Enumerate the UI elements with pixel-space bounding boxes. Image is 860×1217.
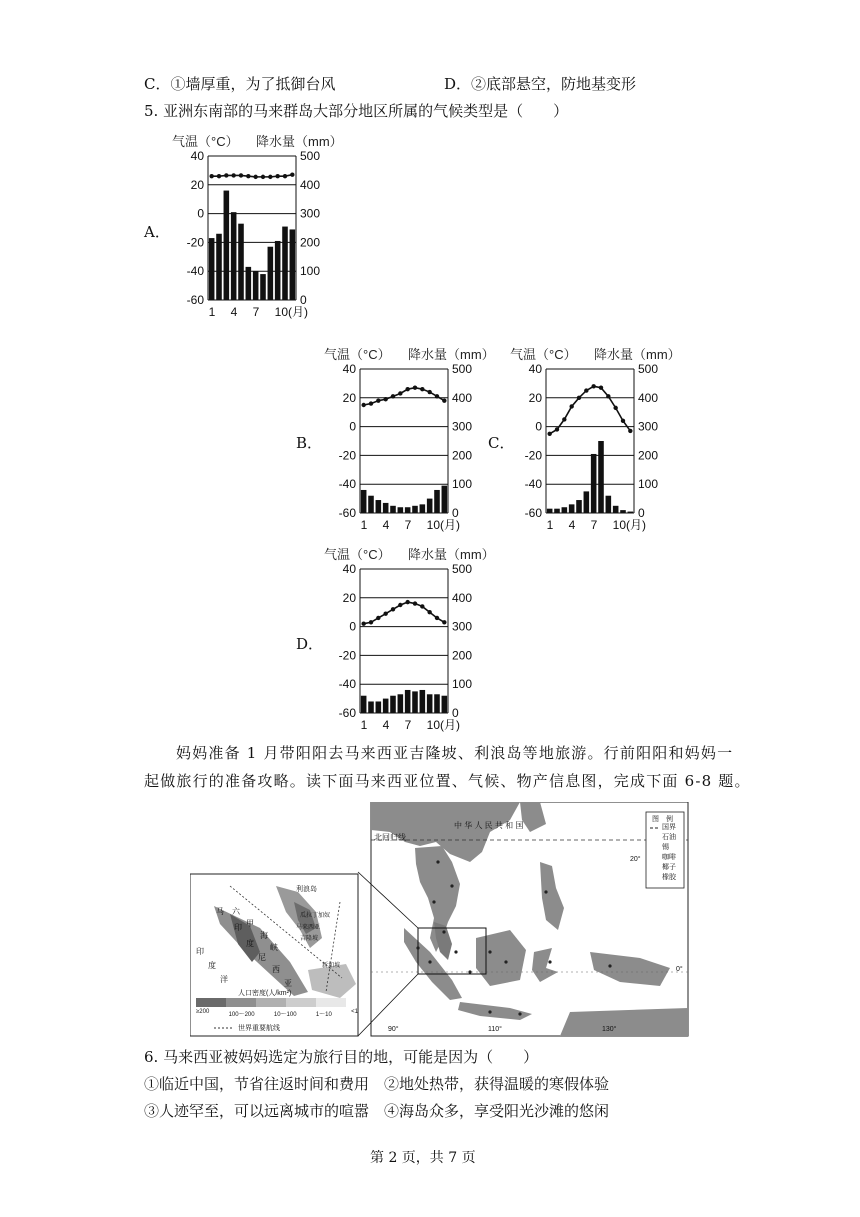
month-tick-label: 4 [568, 518, 576, 532]
precip-tick-label: 0 [638, 506, 645, 520]
precip-tick-label: 300 [638, 419, 659, 434]
lat-label-20: 20° [630, 856, 641, 863]
precip-bar [584, 491, 590, 513]
temperature-point [442, 398, 446, 402]
inset-label-xi: 西 [272, 965, 280, 974]
temp-tick-label: -20 [338, 648, 356, 663]
temperature-point [383, 611, 387, 615]
precip-bar [405, 507, 411, 513]
month-tick-label: 7 [404, 518, 412, 532]
precip-tick-label: 200 [452, 448, 473, 463]
precip-bar [412, 506, 418, 513]
inset-label-hai: 海 [260, 931, 268, 940]
temp-tick-label: -40 [186, 264, 204, 279]
climate-chart-svg [170, 132, 340, 324]
legend-title: 图 例 [652, 816, 673, 823]
temperature-point [628, 429, 632, 433]
temperature-point [391, 607, 395, 611]
precip-bar [390, 696, 396, 713]
legend-item-rubber: 橡胶 [662, 874, 676, 881]
question-6-line-2: ③人迹罕至，可以远离城市的喧嚣 ④海岛众多，享受阳光沙滩的悠闲 [144, 1102, 610, 1120]
precip-tick-label: 500 [452, 362, 473, 376]
temperature-point [599, 386, 603, 390]
month-tick-label: 1 [208, 305, 216, 319]
temp-tick-label: -60 [186, 293, 204, 307]
inset-label-ma: 马 [216, 907, 224, 916]
temperature-point [413, 601, 417, 605]
precip-bar [427, 499, 433, 513]
precip-bar [442, 486, 448, 513]
question-5-stem: 5. 亚洲东南部的马来群岛大部分地区所属的气候类型是（ ） [144, 102, 569, 120]
legend-item-tin: 锡 [662, 844, 669, 851]
precip-tick-label: 0 [300, 293, 307, 307]
option-d: D．②底部悬空，防地基变形 [444, 75, 637, 93]
precip-bar [383, 699, 389, 713]
option-label-c: C． [488, 434, 515, 452]
temperature-point [398, 391, 402, 395]
climate-chart-svg [322, 345, 492, 537]
temperature-point [427, 610, 431, 614]
temp-tick-label: 20 [528, 390, 542, 405]
option-label-b: B． [296, 434, 323, 452]
precip-bar [368, 701, 374, 713]
temperature-point [427, 390, 431, 394]
climate-chart-svg [508, 345, 678, 537]
temperature-point [621, 419, 625, 423]
density-title: 人口密度(人/km²) [238, 990, 292, 997]
precip-bar [591, 454, 597, 513]
precip-bar [246, 267, 252, 300]
temp-tick-label: 20 [190, 177, 204, 192]
passage-line-1: 妈妈准备 1 月带阳阳去马来西亚吉隆坡、利浪岛等地旅游。行前阳阳和妈妈一 [176, 744, 734, 762]
temperature-point [547, 432, 551, 436]
precip-tick-label: 100 [638, 477, 659, 492]
temperature-point [275, 174, 279, 178]
temperature-point [246, 174, 250, 178]
temperature-point [376, 616, 380, 620]
temperature-point [239, 173, 243, 177]
precip-bar [290, 229, 296, 300]
inset-label-kuala-lumpur: 吉隆坡 [300, 936, 319, 942]
precip-tick-label: 500 [300, 149, 321, 163]
precip-bar [620, 510, 626, 513]
precip-bar [420, 690, 426, 713]
precip-bar [253, 271, 259, 300]
precip-bar [282, 227, 288, 300]
temp-axis-label: 气温（°C） [324, 347, 391, 362]
month-tick-label: 1 [360, 518, 368, 532]
month-tick-label: 10(月) [426, 518, 461, 532]
density-classes: ≥200 100～200 10～100 1～10 <1 [196, 1009, 358, 1018]
temp-axis-label: 气温（°C） [510, 347, 577, 362]
temp-tick-label: -60 [338, 706, 356, 720]
climate-chart-svg [322, 545, 492, 737]
temp-tick-label: 40 [528, 362, 542, 376]
precip-bar [442, 696, 448, 713]
precip-bar [628, 512, 634, 513]
inset-label-ni: 尼 [258, 953, 266, 962]
temperature-point [442, 620, 446, 624]
temp-tick-label: -60 [524, 506, 542, 520]
temperature-line [364, 602, 445, 624]
temp-tick-label: 0 [349, 419, 356, 434]
temperature-point [376, 398, 380, 402]
temperature-point [405, 600, 409, 604]
month-tick-label: 4 [382, 718, 390, 732]
inset-label-ocean-yin: 印 [196, 947, 204, 956]
precip-bar [569, 504, 575, 513]
precip-bar [420, 504, 426, 513]
lon-label-110: 110° [488, 1026, 502, 1033]
precip-bar [376, 701, 382, 713]
temperature-point [420, 604, 424, 608]
temperature-point [562, 417, 566, 421]
temperature-point [224, 173, 228, 177]
temperature-point [209, 174, 213, 178]
climate-chart-d [322, 545, 492, 737]
temperature-point [231, 173, 235, 177]
precip-axis-label: 降水量（mm） [408, 347, 492, 362]
australia [560, 1008, 688, 1036]
precip-bar [412, 691, 418, 713]
temperature-point [577, 396, 581, 400]
temp-axis-label: 气温（°C） [172, 134, 239, 149]
precip-axis-label: 降水量（mm） [408, 547, 492, 562]
temperature-point [613, 406, 617, 410]
temperature-point [569, 404, 573, 408]
temp-tick-label: 20 [342, 390, 356, 405]
temperature-point [420, 387, 424, 391]
precip-tick-label: 200 [638, 448, 659, 463]
precip-bar [275, 241, 281, 300]
malaysia-map-figure [190, 802, 690, 1038]
inset-label-singapore: 新加坡 [322, 963, 341, 969]
map-tropic-label: 北回归线 [374, 833, 406, 842]
temperature-point [290, 173, 294, 177]
temp-tick-label: -40 [338, 477, 356, 492]
month-tick-label: 10(月) [274, 305, 309, 319]
month-tick-label: 7 [590, 518, 598, 532]
precip-axis-label: 降水量（mm） [594, 347, 678, 362]
precip-tick-label: 200 [300, 235, 321, 250]
temperature-point [369, 620, 373, 624]
legend-items [662, 823, 676, 883]
temperature-point [261, 175, 265, 179]
precip-bar [606, 496, 612, 513]
temp-tick-label: -20 [186, 235, 204, 250]
precip-tick-label: 400 [300, 177, 321, 192]
precip-bar [554, 509, 560, 513]
precip-bar [361, 696, 367, 713]
temp-tick-label: 40 [342, 362, 356, 376]
precip-bar [224, 191, 230, 300]
precip-tick-label: 200 [452, 648, 473, 663]
precip-bar [547, 509, 553, 513]
month-tick-label: 10(月) [612, 518, 647, 532]
precip-bar [368, 496, 374, 513]
month-tick-label: 7 [404, 718, 412, 732]
inset-label-ya: 亚 [284, 979, 292, 988]
temp-tick-label: 0 [197, 206, 204, 221]
climate-chart-a [170, 132, 340, 324]
option-label-a: A． [144, 223, 170, 241]
precip-tick-label: 400 [452, 590, 473, 605]
precip-tick-label: 400 [638, 390, 659, 405]
temp-tick-label: -20 [338, 448, 356, 463]
precip-tick-label: 300 [452, 419, 473, 434]
precip-tick-label: 100 [300, 264, 321, 279]
month-tick-label: 1 [360, 718, 368, 732]
precip-bar [562, 507, 568, 513]
legend-item-border: 国界 [662, 824, 676, 831]
month-tick-label: 7 [252, 305, 260, 319]
map-china-label: 中 华 人 民 共 和 国 [454, 821, 524, 830]
inset-label-liu: 六 [232, 907, 240, 916]
precip-bar [598, 441, 604, 513]
temp-tick-label: -40 [338, 677, 356, 692]
temperature-point [383, 397, 387, 401]
temp-axis-label: 气温（°C） [324, 547, 391, 562]
precip-tick-label: 400 [452, 390, 473, 405]
precip-tick-label: 500 [452, 562, 473, 576]
inset-label-kuala-terengganu: 瓜拉丁加奴 [300, 913, 331, 919]
month-tick-label: 1 [546, 518, 554, 532]
precip-bar [613, 506, 619, 513]
month-tick-label: 10(月) [426, 718, 461, 732]
inset-label-malaysia: 马来西亚 [296, 925, 321, 931]
legend-item-coconut: 椰子 [662, 864, 676, 871]
temp-tick-label: 40 [342, 562, 356, 576]
precip-tick-label: 0 [452, 506, 459, 520]
legend-item-coffee: 咖啡 [662, 854, 676, 861]
temp-tick-label: 40 [190, 149, 204, 163]
temperature-point [591, 384, 595, 388]
precip-axis-label: 降水量（mm） [256, 134, 340, 149]
temperature-line [364, 388, 445, 405]
lon-label-130: 130° [602, 1026, 617, 1033]
temperature-point [369, 401, 373, 405]
climate-chart-b [322, 345, 492, 537]
temperature-point [606, 394, 610, 398]
inset-label-ocean-yang: 洋 [220, 975, 228, 984]
temp-tick-label: -40 [524, 477, 542, 492]
legend-item-oil: 石油 [662, 834, 676, 841]
precip-bar [427, 694, 433, 713]
climate-chart-c [508, 345, 678, 537]
temp-tick-label: -20 [524, 448, 542, 463]
inset-label-du: 度 [246, 939, 254, 948]
temperature-point [555, 427, 559, 431]
map-svg [190, 802, 690, 1038]
option-c: C．①墙厚重，为了抵御台风 [144, 75, 336, 93]
temperature-point [398, 603, 402, 607]
precip-tick-label: 300 [300, 206, 321, 221]
precip-bar [405, 690, 411, 713]
inset-label-jia: 甲 [246, 919, 254, 928]
precip-bar [361, 490, 367, 513]
month-tick-label: 4 [382, 518, 390, 532]
temperature-point [413, 386, 417, 390]
passage-line-2: 起做旅行的准备攻略。读下面马来西亚位置、气候、物产信息图，完成下面 6-8 题。 [144, 772, 751, 790]
lon-label-90: 90° [388, 1026, 399, 1033]
temperature-point [435, 616, 439, 620]
temperature-point [217, 174, 221, 178]
temp-tick-label: -60 [338, 506, 356, 520]
precip-bar [209, 238, 215, 300]
lat-label-0: 0° [676, 966, 683, 973]
precip-bar [260, 274, 266, 300]
precip-bar [383, 503, 389, 513]
precip-bar [398, 694, 404, 713]
month-tick-label: 4 [230, 305, 238, 319]
route-label: 世界重要航线 [238, 1025, 280, 1032]
precip-bar [216, 234, 222, 300]
precip-bar [434, 694, 440, 713]
inset-label-lilang: 利浪岛 [296, 886, 317, 893]
precip-bar [390, 506, 396, 513]
temp-tick-label: 0 [349, 619, 356, 634]
temperature-point [253, 175, 257, 179]
option-label-d: D． [296, 635, 324, 653]
temperature-point [283, 174, 287, 178]
temperature-point [361, 622, 365, 626]
precip-tick-label: 500 [638, 362, 659, 376]
precip-bar [398, 507, 404, 513]
precip-tick-label: 100 [452, 677, 473, 692]
temperature-point [361, 403, 365, 407]
temperature-point [584, 388, 588, 392]
temperature-point [405, 387, 409, 391]
precip-tick-label: 300 [452, 619, 473, 634]
temperature-point [391, 394, 395, 398]
precip-tick-label: 0 [452, 706, 459, 720]
precip-bar [434, 490, 440, 513]
temperature-point [435, 394, 439, 398]
precip-bar [376, 500, 382, 513]
inset-label-yin: 印 [234, 923, 242, 932]
precip-tick-label: 100 [452, 477, 473, 492]
inset-label-ocean-du: 度 [208, 961, 216, 970]
question-6-stem: 6. 马来西亚被妈妈选定为旅行目的地，可能是因为（ ） [144, 1048, 539, 1066]
temperature-point [268, 175, 272, 179]
temperature-line [212, 175, 293, 177]
page-footer: 第 2 页，共 7 页 [370, 1150, 476, 1166]
precip-bar [268, 247, 274, 300]
temp-tick-label: 0 [535, 419, 542, 434]
question-6-line-1: ①临近中国，节省往返时间和费用 ②地处热带，获得温暖的寒假体验 [144, 1075, 610, 1093]
temp-tick-label: 20 [342, 590, 356, 605]
precip-bar [238, 224, 244, 300]
precip-bar [231, 212, 237, 300]
precip-bar [576, 500, 582, 513]
inset-label-xia: 峡 [270, 943, 278, 952]
